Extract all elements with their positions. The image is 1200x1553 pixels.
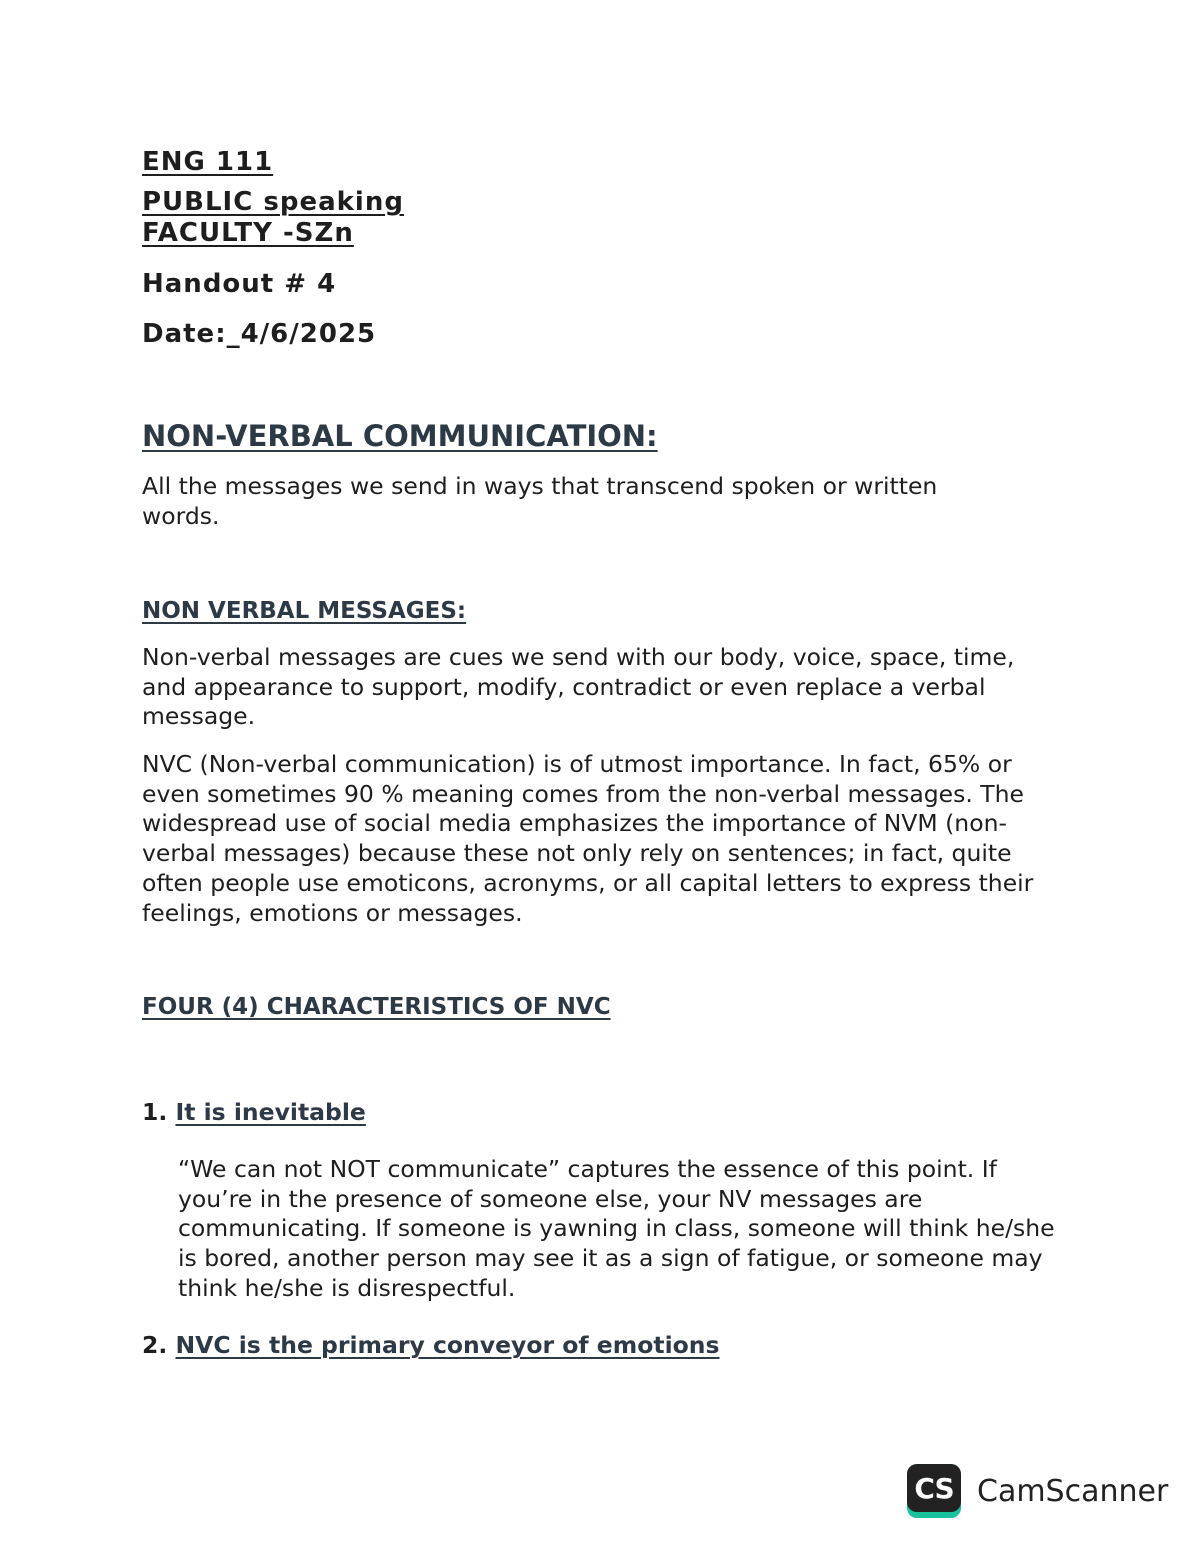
camscanner-logo-icon [907, 1464, 961, 1518]
characteristic-item-1 [142, 1097, 366, 1127]
messages-paragraph-2: NVC (Non-verbal communication) is of utmost importance. In fact, 65% or even sometimes 90 % meaning comes from the non-verbal messages. The widespread use of social media emphasizes the importance of NVM (non-verbal messages) because these not only rely on sentences; in fact, quite often people use emoticons, acronyms, or all capital letters to express their feelings, emotions or messages. [142, 750, 1034, 927]
item-label: NVC is the primary conveyor of emotions [175, 1331, 720, 1359]
messages-paragraph-1: Non-verbal messages are cues we send with our body, voice, space, time, and appearance to support, modify, contradict or even replace a verbal message. [142, 643, 1015, 731]
item-label: It is inevitable [175, 1098, 366, 1126]
item-number: 2. [142, 1331, 168, 1359]
camscanner-wordmark: CamScanner [977, 1473, 1169, 1509]
handout-number: Handout # 4 [142, 269, 337, 299]
section-title-messages: NON VERBAL MESSAGES: [142, 598, 467, 624]
camscanner-watermark [907, 1464, 1168, 1518]
section-title-characteristics: FOUR (4) CHARACTERISTICS OF NVC [142, 994, 611, 1020]
faculty-line: FACULTY -SZn [142, 218, 354, 248]
characteristic-item-2 [142, 1330, 720, 1360]
section-title-nvc: NON-VERBAL COMMUNICATION: [142, 419, 658, 453]
course-subject: PUBLIC speaking [142, 187, 404, 217]
handout-date: Date:_4/6/2025 [142, 319, 377, 349]
item-number: 1. [142, 1098, 168, 1126]
nvc-definition: All the messages we send in ways that transcend spoken or written words. [142, 472, 938, 530]
camscanner-badge-text: CS [907, 1464, 961, 1512]
characteristic-item-1-body: “We can not NOT communicate” captures the essence of this point. If you’re in the presence of someone else, your NV messages are communicating. If someone is yawning in class, someone will think he/she is bored, another person may see it as a sign of fatigue, or someone may think he/she is disrespectful. [178, 1155, 1055, 1302]
course-code: ENG 111 [142, 147, 274, 177]
